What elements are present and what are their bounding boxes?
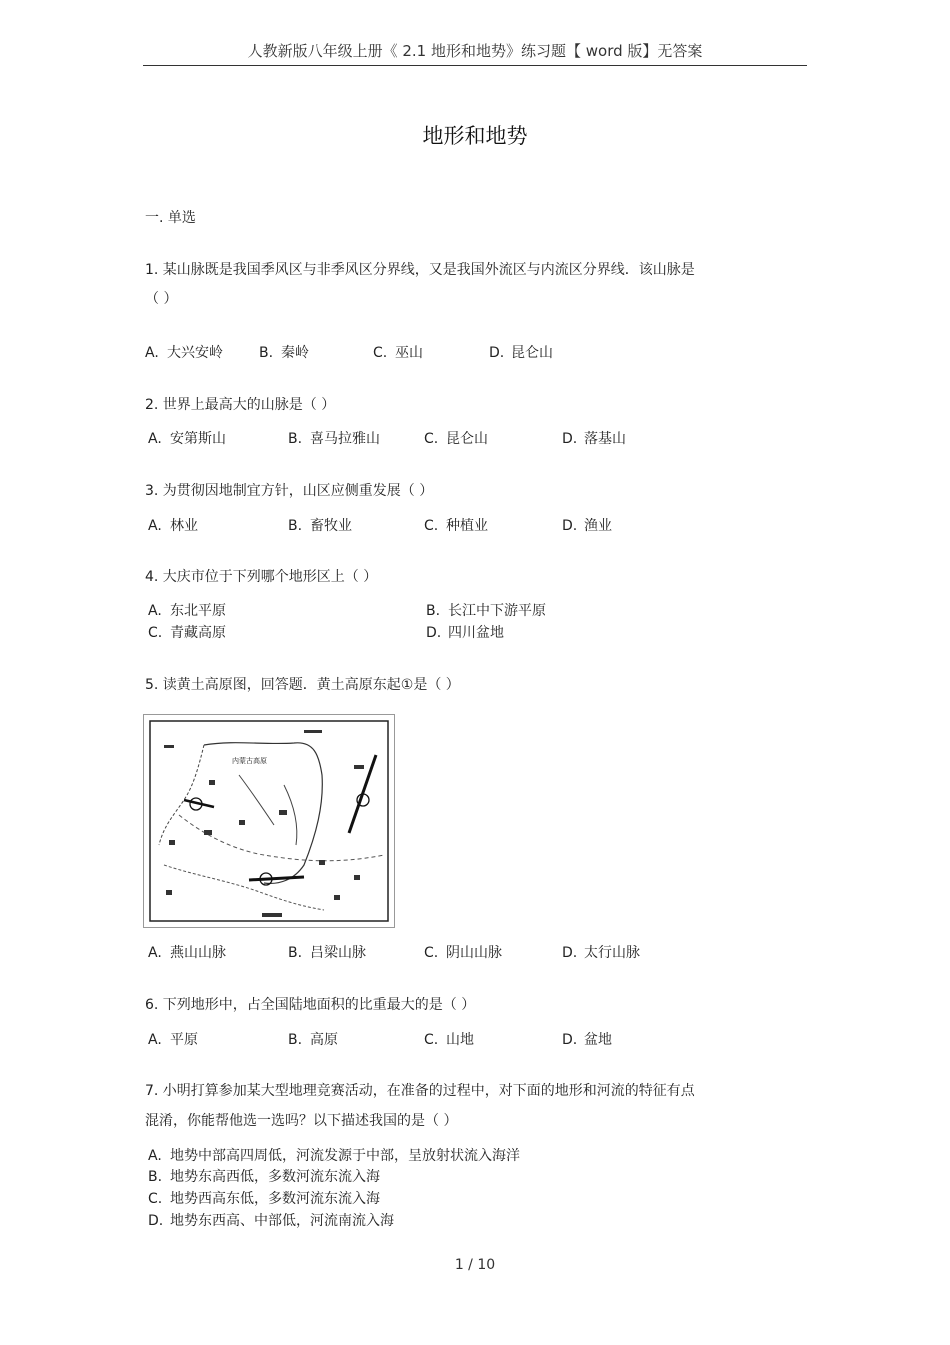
- question-1-line2: （ ）: [145, 291, 178, 307]
- q4-option-d: D. 四川盆地: [426, 625, 504, 641]
- q6-option-d: D. 盆地: [562, 1032, 612, 1048]
- question-1-line1: 1. 某山脉既是我国季风区与非季风区分界线，又是我国外流区与内流区分界线．该山脉是: [145, 262, 695, 278]
- q1-option-d: D. 昆仑山: [489, 345, 553, 361]
- q4-option-a: A. 东北平原: [148, 603, 226, 619]
- document-title: 地形和地势: [422, 124, 528, 148]
- q3-option-c: C. 种植业: [424, 518, 488, 534]
- q3-option-b: B. 畜牧业: [288, 518, 352, 534]
- q7-option-d: D. 地势东西高、中部低，河流南流入海: [148, 1213, 394, 1229]
- page-number: 1 / 10: [454, 1257, 496, 1273]
- q7-option-c: C. 地势西高东低，多数河流东流入海: [148, 1191, 380, 1207]
- q5-option-a: A. 燕山山脉: [148, 945, 226, 961]
- question-5: 5. 读黄土高原图，回答题．黄土高原东起①是（ ）: [145, 677, 460, 693]
- q6-option-c: C. 山地: [424, 1032, 474, 1048]
- question-6: 6. 下列地形中，占全国陆地面积的比重最大的是（ ）: [145, 997, 476, 1013]
- page-header: 人教新版八年级上册《 2.1 地形和地势》练习题【 word 版】无答案: [247, 42, 703, 60]
- question-3: 3. 为贯彻因地制宜方针，山区应侧重发展（ ）: [145, 483, 434, 499]
- header-divider: [143, 65, 807, 66]
- q6-option-a: A. 平原: [148, 1032, 198, 1048]
- map-figure: [144, 715, 394, 927]
- q1-option-b: B. 秦岭: [259, 345, 309, 361]
- q5-option-b: B. 吕梁山脉: [288, 945, 366, 961]
- q7-option-b: B. 地势东高西低，多数河流东流入海: [148, 1169, 380, 1185]
- q1-option-c: C. 巫山: [373, 345, 423, 361]
- q2-option-a: A. 安第斯山: [148, 431, 226, 447]
- q2-option-c: C. 昆仑山: [424, 431, 488, 447]
- question-4: 4. 大庆市位于下列哪个地形区上（ ）: [145, 569, 378, 585]
- question-7-line2: 混淆，你能帮他选一选吗？以下描述我国的是（ ）: [145, 1113, 458, 1129]
- q3-option-d: D. 渔业: [562, 518, 612, 534]
- q3-option-a: A. 林业: [148, 518, 198, 534]
- question-7-line1: 7. 小明打算参加某大型地理竞赛活动，在准备的过程中，对下面的地形和河流的特征有点: [145, 1083, 695, 1099]
- loess-plateau-map: [143, 714, 395, 928]
- q4-option-b: B. 长江中下游平原: [426, 603, 546, 619]
- q2-option-d: D. 落基山: [562, 431, 626, 447]
- q6-option-b: B. 高原: [288, 1032, 338, 1048]
- q1-option-a: A. 大兴安岭: [145, 345, 223, 361]
- map-label-plateau: 内蒙古高原: [232, 757, 267, 765]
- q2-option-b: B. 喜马拉雅山: [288, 431, 380, 447]
- q4-option-c: C. 青藏高原: [148, 625, 226, 641]
- question-2: 2. 世界上最高大的山脉是（ ）: [145, 397, 336, 413]
- section-heading: 一. 单选: [145, 210, 196, 226]
- q5-option-c: C. 阴山山脉: [424, 945, 502, 961]
- q7-option-a: A. 地势中部高四周低，河流发源于中部，呈放射状流入海洋: [148, 1148, 520, 1164]
- q5-option-d: D. 太行山脉: [562, 945, 640, 961]
